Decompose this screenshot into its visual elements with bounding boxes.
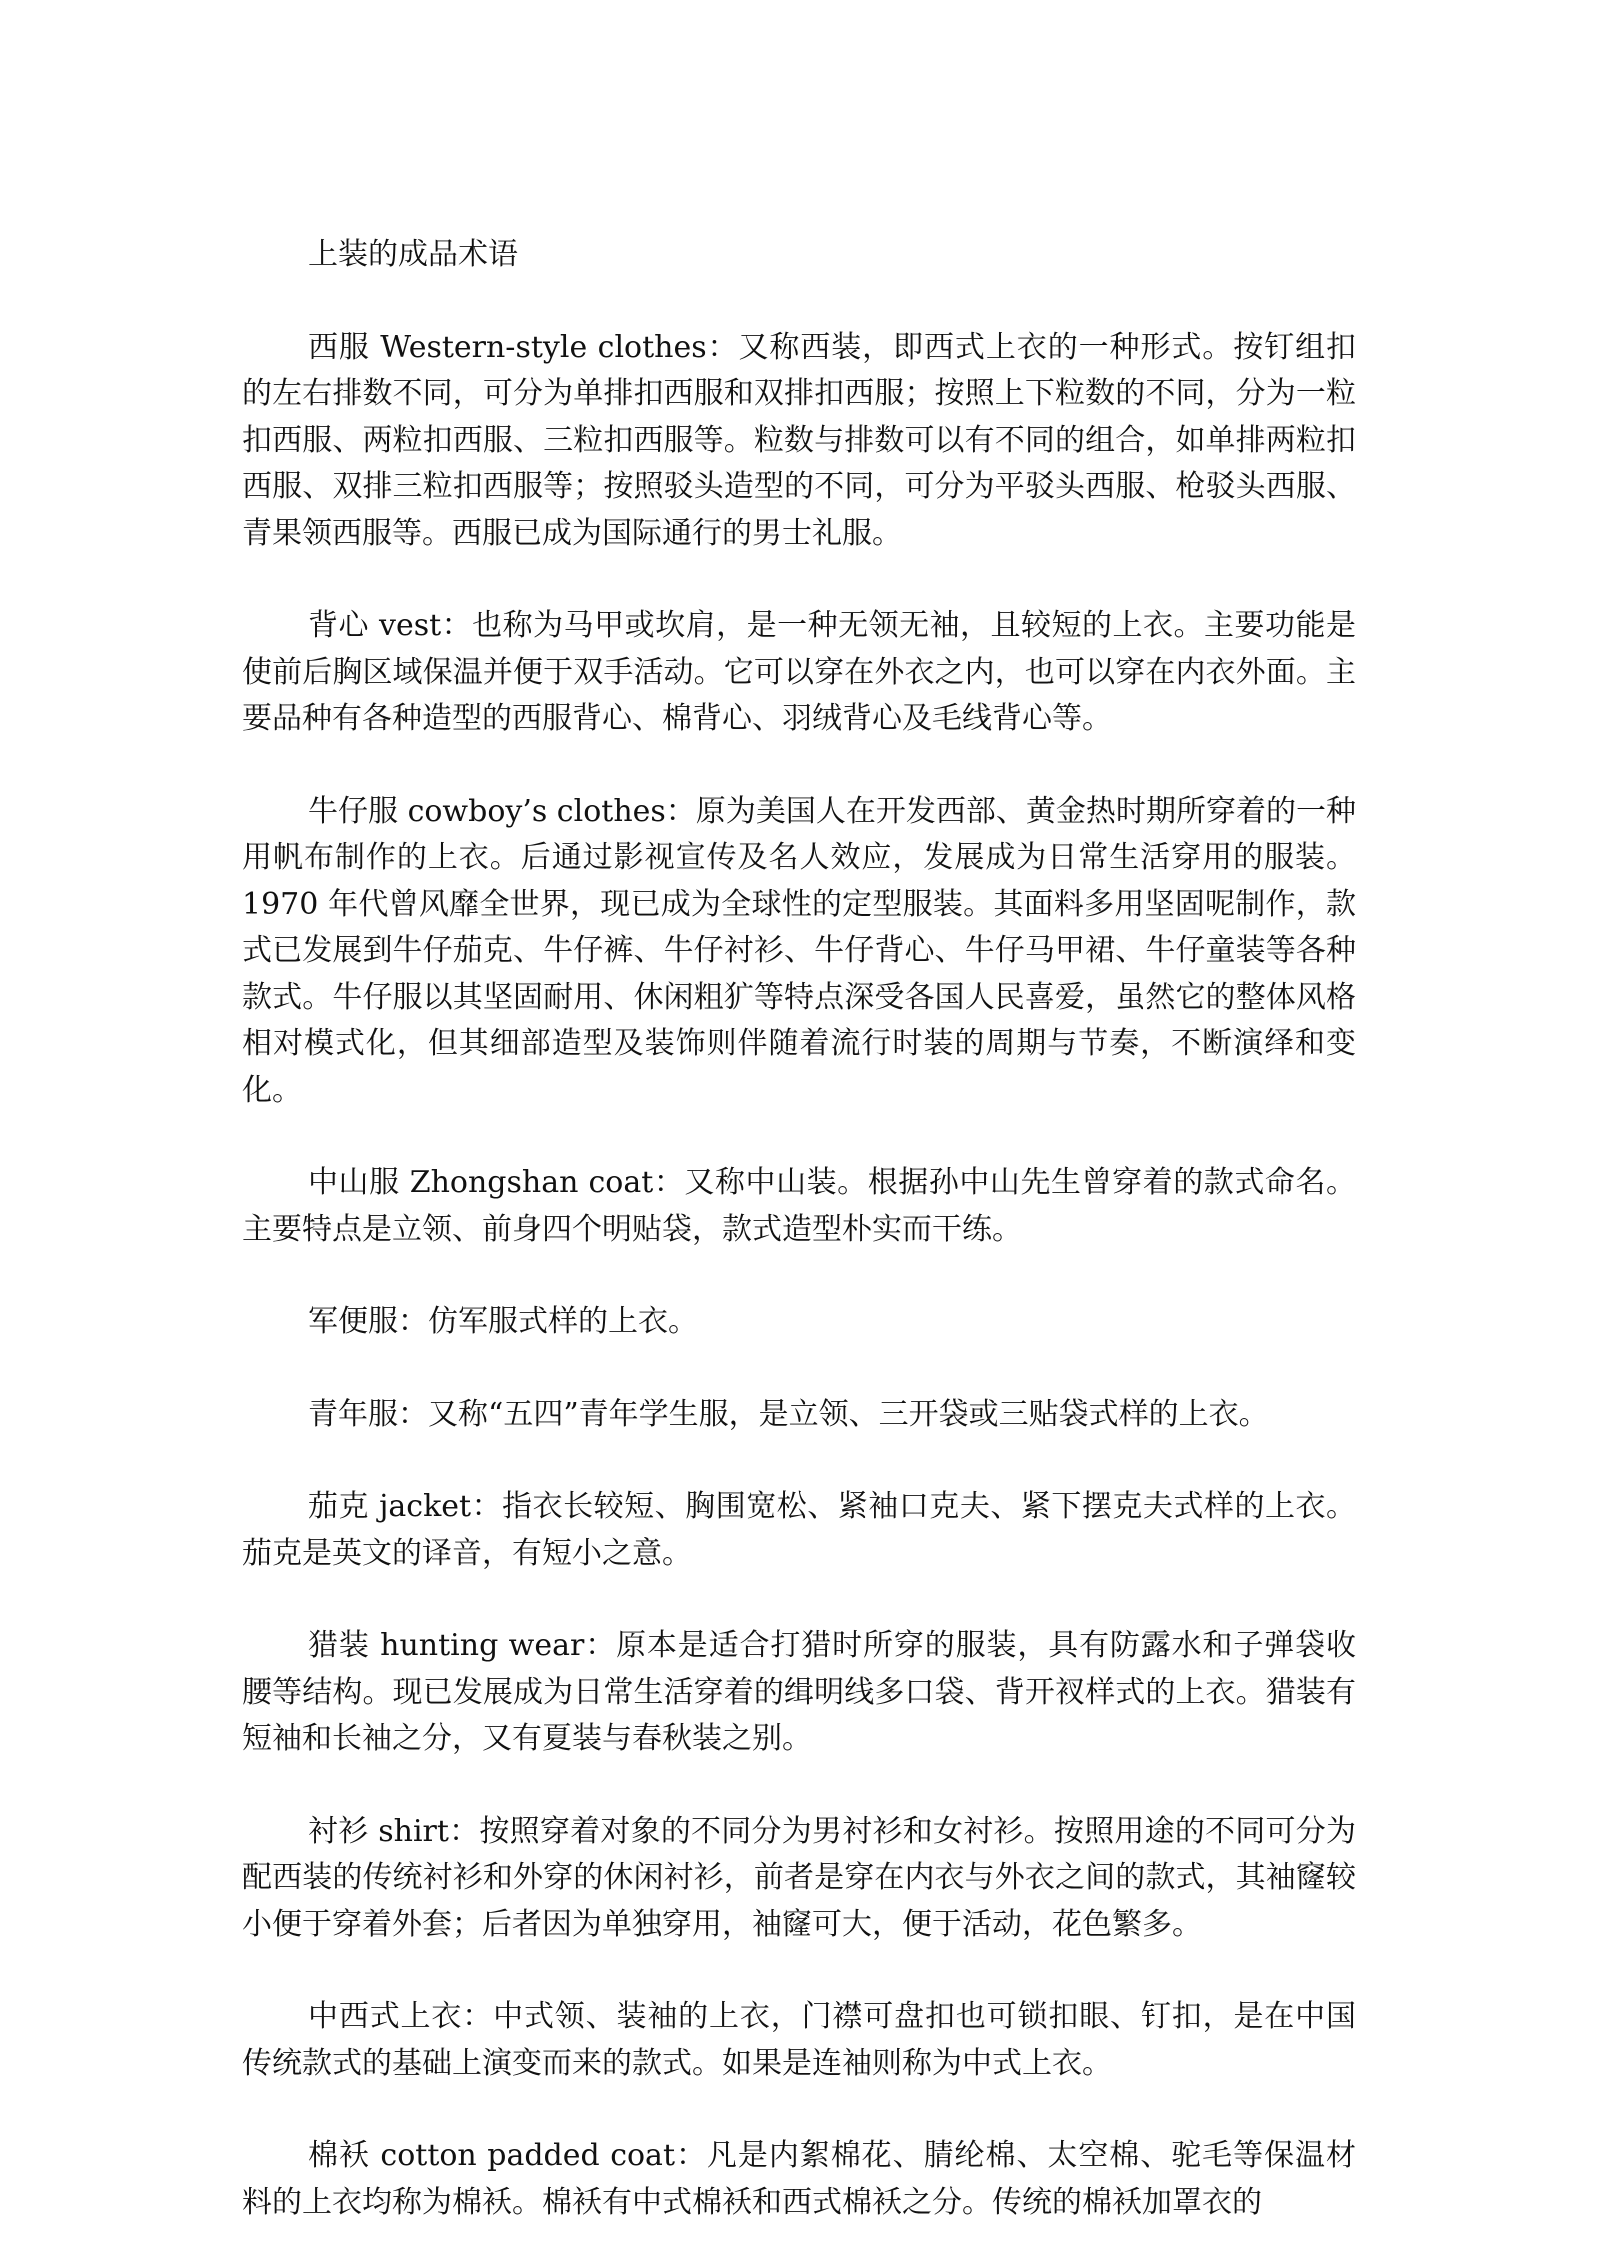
paragraph-chinese-western-top: 中西式上衣：中式领、装袖的上衣，门襟可盘扣也可锁扣眼、钉扣，是在中国传统款式的基础上演变而来的款式。如果是连袖则称为中式上衣。 [242,1999,1356,2081]
document-body [242,232,1356,2226]
paragraph-military-style: 军便服：仿军服式样的上衣。 [308,1304,698,1339]
paragraph-shirt: 衬衫 shirt：按照穿着对象的不同分为男衬衫和女衬衫。按照用途的不同可分为配西装的传统衬衫和外穿的休闲衬衫，前者是穿在内衣与外衣之间的款式，其袖窿较小便于穿着外套；后者因为单独穿用，袖窿可大，便于活动，花色繁多。 [242,1813,1356,1942]
paragraph-cowboy-clothes: 牛仔服 cowboy’s clothes：原为美国人在开发西部、黄金热时期所穿着的一种用帆布制作的上衣。后通过影视宣传及名人效应，发展成为日常生活穿用的服装。1970 年代曾风靡全世界，现已成为全球性的定型服装。其面料多用坚固呢制作，款式已发展到牛仔茄克、牛仔裤、牛仔衬衫、牛仔背心、牛仔马甲裙、牛仔童装等各种款式。牛仔服以其坚固耐用、休闲粗犷等特点深受各国人民喜爱，虽然它的整体风格相对模式化，但其细部造型及装饰则伴随着流行时装的周期与节奏，不断演绎和变化。 [242,793,1356,1108]
paragraph-vest: 背心 vest：也称为马甲或坎肩，是一种无领无袖，且较短的上衣。主要功能是使前后胸区域保温并便于双手活动。它可以穿在外衣之内，也可以穿在内衣外面。主要品种有各种造型的西服背心、棉背心、羽绒背心及毛线背心等。 [242,608,1356,736]
paragraph-hunting-wear: 猎装 hunting wear：原本是适合打猎时所穿的服装，具有防露水和子弹袋收腰等结构。现已发展成为日常生活穿着的缉明线多口袋、背开衩样式的上衣。猎装有短袖和长袖之分，又有夏装与春秋装之别。 [242,1628,1356,1756]
paragraph-cotton-padded-coat: 棉袄 cotton padded coat：凡是内絮棉花、腈纶棉、太空棉、驼毛等保温材料的上衣均称为棉袄。棉袄有中式棉袄和西式棉袄之分。传统的棉袄加罩衣的 [242,2138,1356,2220]
document-title: 上装的成品术语 [308,237,518,272]
paragraph-youth-wear: 青年服：又称“五四”青年学生服，是立领、三开袋或三贴袋式样的上衣。 [308,1396,1269,1432]
paragraph-western-suit: 西服 Western-style clothes：又称西装，即西式上衣的一种形式。按钉组扣的左右排数不同，可分为单排扣西服和双排扣西服；按照上下粒数的不同，分为一粒扣西服、两粒扣西服、三粒扣西服等。粒数与排数可以有不同的组合，如单排两粒扣西服、双排三粒扣西服等；按照驳头造型的不同，可分为平驳头西服、枪驳头西服、青果领西服等。西服已成为国际通行的男士礼服。 [242,329,1356,551]
paragraph-zhongshan-coat: 中山服 Zhongshan coat：又称中山装。根据孙中山先生曾穿着的款式命名。主要特点是立领、前身四个明贴袋，款式造型朴实而干练。 [242,1165,1356,1247]
paragraph-jacket: 茄克 jacket：指衣长较短、胸围宽松、紧袖口克夫、紧下摆克夫式样的上衣。茄克是英文的译音，有短小之意。 [242,1489,1356,1571]
